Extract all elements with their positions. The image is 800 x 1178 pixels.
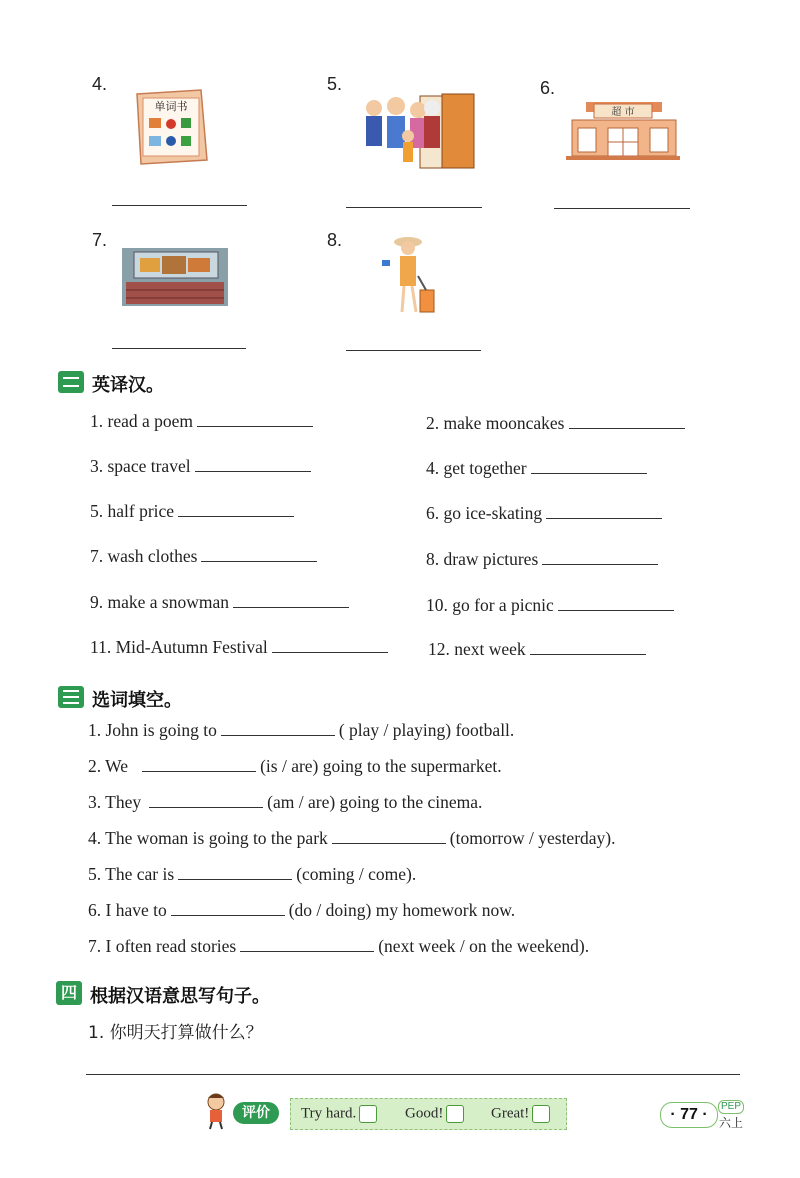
family-at-door-picture	[360, 88, 478, 174]
fill-item-1: 1. John is going to ( play / playing) football.	[88, 720, 515, 740]
answer-line-8[interactable]	[346, 350, 481, 351]
picture-number-7: 7.	[92, 230, 108, 250]
translate-item-2: 2. make mooncakes	[426, 413, 689, 434]
supermarket-sign: 超 市	[611, 107, 635, 118]
blank-line[interactable]	[149, 793, 263, 808]
section-four-title: 根据汉语意思写句子。	[90, 986, 270, 1007]
great-option: Great!	[491, 1105, 550, 1123]
translate-item-3: 3. space travel	[90, 456, 315, 477]
section-four-badge: 四	[56, 981, 82, 1005]
answer-line-7[interactable]	[112, 348, 246, 349]
answer-line-5[interactable]	[346, 207, 482, 208]
fill-item-3: 3. They (am / are) going to the cinema.	[88, 792, 483, 812]
blank-line[interactable]	[569, 414, 685, 429]
try-hard-checkbox[interactable]	[359, 1105, 377, 1123]
translate-item-10: 10. go for a picnic	[426, 595, 678, 616]
section-three-title: 选词填空。	[92, 690, 182, 711]
traveler-picture	[374, 232, 444, 320]
translate-item-4: 4. get together	[426, 458, 651, 479]
translate-item-11: 11. Mid-Autumn Festival	[90, 637, 392, 658]
picture-number-6: 6.	[540, 78, 556, 98]
good-checkbox[interactable]	[446, 1105, 464, 1123]
blank-line[interactable]	[142, 757, 256, 772]
blank-line[interactable]	[558, 596, 674, 611]
picture-number-8: 8.	[327, 230, 343, 250]
translate-item-6: 6. go ice-skating	[426, 503, 666, 524]
blank-line[interactable]	[221, 721, 335, 736]
blank-line[interactable]	[178, 865, 292, 880]
blank-line[interactable]	[542, 550, 658, 565]
fill-item-4: 4. The woman is going to the park (tomorrow / yesterday).	[88, 828, 616, 848]
mascot-icon	[200, 1090, 232, 1130]
fill-item-5: 5. The car is (coming / come).	[88, 864, 417, 884]
section-two-badge-icon	[58, 371, 84, 393]
answer-line-6[interactable]	[554, 208, 690, 209]
picture-number-4: 4.	[92, 74, 108, 94]
translate-item-9: 9. make a snowman	[90, 592, 353, 613]
section-three-badge-icon	[58, 686, 84, 708]
self-evaluation-box	[290, 1098, 567, 1130]
blank-line[interactable]	[272, 638, 388, 653]
supermarket-picture	[566, 98, 680, 162]
fill-item-7: 7. I often read stories (next week / on the weekend).	[88, 936, 590, 956]
translate-item-1: 1. read a poem	[90, 411, 317, 432]
word-book-picture	[133, 88, 209, 168]
fill-item-2: 2. We (is / are) going to the supermarket.	[88, 756, 502, 776]
translate-item-12: 12. next week	[428, 639, 650, 660]
blank-line[interactable]	[531, 459, 647, 474]
blank-line[interactable]	[178, 502, 294, 517]
cinema-picture	[120, 246, 230, 308]
sentence-answer-line[interactable]	[86, 1074, 740, 1075]
grade-label: 六上	[718, 1116, 743, 1130]
blank-line[interactable]	[201, 547, 317, 562]
section-two-title: 英译汉。	[92, 375, 164, 396]
fill-item-6: 6. I have to (do / doing) my homework now.	[88, 900, 516, 920]
pep-badge: PEP	[718, 1100, 744, 1114]
page-number: · 77 ·	[660, 1102, 718, 1128]
evaluation-label: 评价	[233, 1102, 279, 1124]
blank-line[interactable]	[546, 504, 662, 519]
blank-line[interactable]	[233, 593, 349, 608]
translate-item-5: 5. half price	[90, 501, 298, 522]
blank-line[interactable]	[332, 829, 446, 844]
translate-item-8: 8. draw pictures	[426, 549, 662, 570]
blank-line[interactable]	[195, 457, 311, 472]
sentence-item-1: 1. 你明天打算做什么？	[88, 1023, 263, 1043]
blank-line[interactable]	[171, 901, 285, 916]
answer-line-4[interactable]	[112, 205, 247, 206]
blank-line[interactable]	[240, 937, 374, 952]
blank-line[interactable]	[530, 640, 646, 655]
translate-item-7: 7. wash clothes	[90, 546, 321, 567]
picture-number-5: 5.	[327, 74, 343, 94]
great-checkbox[interactable]	[532, 1105, 550, 1123]
book-label: 单词书	[154, 100, 188, 113]
blank-line[interactable]	[197, 412, 313, 427]
good-option: Good!	[405, 1105, 464, 1123]
try-hard-option: Try hard.	[301, 1105, 377, 1123]
